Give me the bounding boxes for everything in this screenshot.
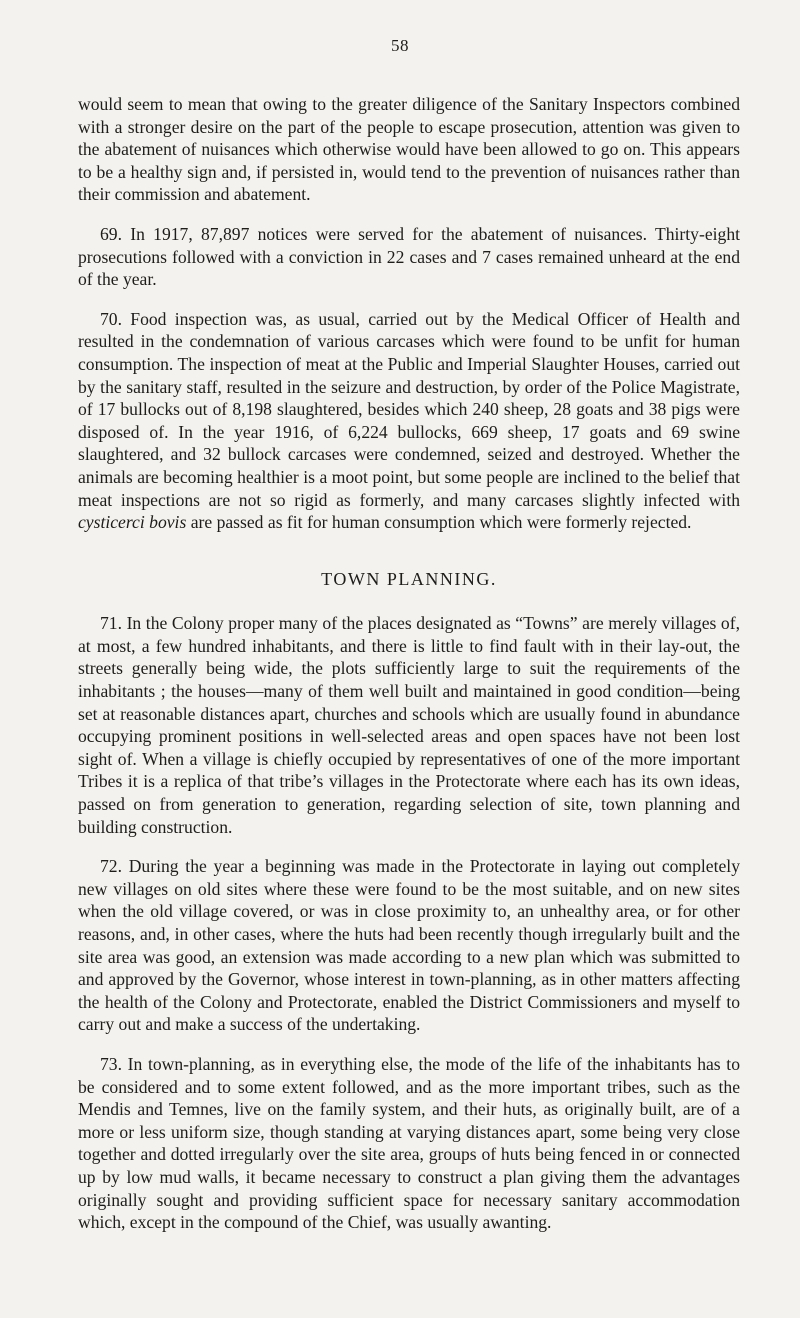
paragraph-continuation: would seem to mean that owing to the greater diligence of the Sanitary Inspectors combined with a stronger desire on the part of the people to escape prosecution, attention was given to the abatement of nuisances which otherwise would have been allowed to go on. This appears to be a healthy sign and, if persisted in, would tend to the prevention of nuisances rather than their commission and abatement. — [78, 94, 740, 205]
body-text — [78, 93, 740, 1234]
paragraph-70 — [78, 308, 740, 534]
paragraph-72: 72. During the year a beginning was made in the Protectorate in laying out completely new villages on old sites where these were found to be the most suitable, and on new sites when the old village covered, or was in close proximity to, an unhealthy area, or for other reasons, and, in other cases, where the huts had been recently though irregularly built and the site area was good, an extension was made according to a new plan which was submitted to and approved by the Governor, whose interest in town-planning, as in other matters affecting the health of the Colony and Protectorate, enabled the District Commissioners and myself to carry out and make a success of the undertaking. — [78, 856, 740, 1035]
paragraph-73: 73. In town-planning, as in everything else, the mode of the life of the inhabitants has to be considered and to some extent followed, and as the more important tribes, such as the Mendis and Temnes, live on the family system, and their huts, as originally built, are of a more or less uniform size, though standing at varying distances apart, some being very close together and dotted irregularly over the site area, groups of huts being fenced in or connected up by low mud walls, it became necessary to construct a plan giving them the advantages originally sought and providing sufficient space for necessary sanitary accommodation which, except in the compound of the Chief, was usually awanting. — [78, 1053, 740, 1233]
paragraph-69: 69. In 1917, 87,897 notices were served for the abatement of nuisances. Thirty-eight prosecutions followed with a conviction in 22 cases and 7 cases remained unheard at the end of the year. — [78, 223, 740, 290]
paragraph-70-italic-term: cysticerci bovis — [78, 512, 187, 533]
paragraph-70-text-b: are passed as fit for human consumption which were formerly rejected. — [190, 512, 692, 533]
paragraph-70-text-a: 70. Food inspection was, as usual, carried out by the Medical Officer of Health and resulted in the condemnation of various carcases which were found to be unfit for human consumption. The inspection of meat at the Public and Imperial Slaughter Houses, carried out by the sanitary staff, resulted in the seizure and destruction, by order of the Police Magistrate, of 17 bullocks out of 8,198 slaughtered, besides which 240 sheep, 28 goats and 38 pigs were disposed of. In the year 1916, of 6,224 bullocks, 669 sheep, 17 goats and 69 swine slaughtered, and 32 bullock carcases were condemned, seized and destroyed. Whether the animals are becoming healthier is a moot point, but some people are inclined to the belief that meat inspections are not so rigid as formerly, and many carcases slightly infected with — [78, 308, 740, 510]
page-number: 58 — [391, 36, 409, 55]
section-heading-town-planning: TOWN PLANNING. — [321, 568, 497, 589]
paragraph-71: 71. In the Colony proper many of the places designated as “Towns” are merely villages of, at most, a few hundred inhabitants, and there is little to find fault with in their lay-out, the streets generally being wide, the plots sufficiently large to suit the requirements of the inhabitants ; the houses—many of them well built and maintained in good condition—being set at reasonable distances apart, churches and schools which are usually found in abundance occupying prominent positions in well-selected areas and open spaces have not been lost sight of. When a village is chiefly occupied by representatives of one of the more important Tribes it is a replica of that tribe’s villages in the Protectorate where each has its own ideas, passed on from generation to generation, regarding selection of site, town planning and building construction. — [78, 613, 740, 837]
